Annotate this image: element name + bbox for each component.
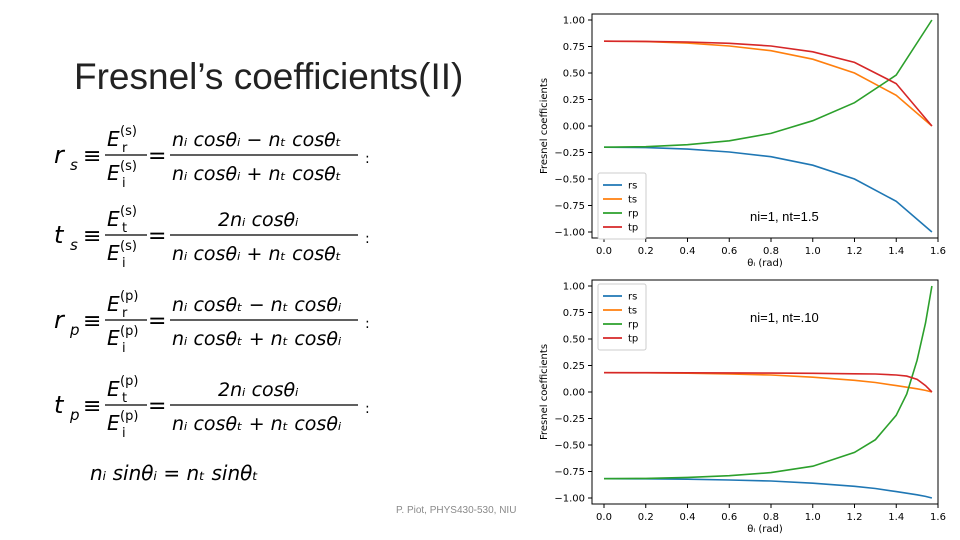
svg-text:p: p <box>70 321 80 339</box>
y-tick-label: 1.00 <box>562 281 585 293</box>
svg-text::: : <box>365 316 370 332</box>
x-tick-label: 0.4 <box>679 512 696 523</box>
x-tick-label: 1.6 <box>930 246 946 257</box>
y-tick-label: −0.50 <box>554 440 585 452</box>
y-tick-label: 0.50 <box>562 334 585 346</box>
x-tick-label: 0.0 <box>596 246 612 257</box>
y-tick-label: −0.25 <box>554 148 585 159</box>
svg-text:≡: ≡ <box>83 394 102 419</box>
svg-text:nᵢ cosθₜ + nₜ cosθᵢ: nᵢ cosθₜ + nₜ cosθᵢ <box>172 413 342 435</box>
legend <box>598 284 646 350</box>
equation-tp <box>54 374 370 441</box>
svg-text:(p): (p) <box>120 374 139 389</box>
x-tick-label: 1.4 <box>888 246 905 257</box>
y-tick-label: −1.00 <box>554 227 585 239</box>
legend <box>598 173 646 239</box>
legend-label-ts: ts <box>628 194 638 206</box>
equation-ts <box>54 204 370 271</box>
legend-box <box>598 173 646 239</box>
svg-text:(s): (s) <box>120 159 137 174</box>
legend-label-rs: rs <box>628 291 638 303</box>
y-tick-label: 0.50 <box>562 68 585 80</box>
svg-text:(s): (s) <box>120 239 137 254</box>
svg-text:s: s <box>70 156 78 174</box>
y-tick-label: −0.50 <box>554 174 585 186</box>
svg-text:E: E <box>107 207 120 231</box>
y-axis-label: Fresnel coefficients <box>539 77 550 175</box>
svg-text:t: t <box>122 221 128 236</box>
svg-text:r: r <box>122 306 128 321</box>
x-axis-label: θᵢ (rad) <box>747 524 783 535</box>
legend-label-tp: tp <box>628 333 639 345</box>
svg-text::: : <box>365 231 370 247</box>
x-tick-label: 1.0 <box>804 246 821 257</box>
equation-rp <box>54 289 370 356</box>
x-tick-label: 1.0 <box>804 512 821 523</box>
svg-text:t: t <box>54 221 64 249</box>
y-tick-label: 0.25 <box>562 361 585 372</box>
x-tick-label: 0.6 <box>721 246 738 257</box>
y-tick-label: 0.75 <box>562 42 585 53</box>
svg-text:2nᵢ cosθᵢ: 2nᵢ cosθᵢ <box>218 209 299 231</box>
y-tick-label: 0.75 <box>562 308 585 319</box>
svg-text:i: i <box>122 341 126 356</box>
svg-text:nᵢ cosθᵢ + nₜ cosθₜ: nᵢ cosθᵢ + nₜ cosθₜ <box>172 243 342 265</box>
svg-text:≡: ≡ <box>83 309 102 334</box>
svg-text:E: E <box>107 326 120 350</box>
svg-text:nᵢ cosθₜ − nₜ cosθᵢ: nᵢ cosθₜ − nₜ cosθᵢ <box>172 294 342 316</box>
x-tick-label: 0.4 <box>679 246 696 257</box>
chart-annotation: ni=1, nt=1.5 <box>750 209 819 224</box>
x-tick-label: 1.2 <box>846 246 863 257</box>
svg-text:2nᵢ cosθᵢ: 2nᵢ cosθᵢ <box>218 379 299 401</box>
svg-text:=: = <box>148 394 167 419</box>
chart-bottom <box>528 272 948 540</box>
svg-text:≡: ≡ <box>83 224 102 249</box>
svg-text:(p): (p) <box>120 289 139 304</box>
y-tick-label: −0.75 <box>554 201 585 212</box>
legend-label-rp: rp <box>628 208 639 220</box>
x-tick-label: 0.2 <box>637 246 654 257</box>
lhs: r <box>54 141 64 169</box>
chart-annotation: ni=1, nt=.10 <box>750 310 819 325</box>
x-tick-label: 0.0 <box>596 512 612 523</box>
svg-text:p: p <box>70 406 80 424</box>
legend-box <box>598 284 646 350</box>
svg-text:nᵢ cosθₜ + nₜ cosθᵢ: nᵢ cosθₜ + nₜ cosθᵢ <box>172 328 342 350</box>
x-tick-label: 0.8 <box>763 246 779 257</box>
equation-rs <box>54 124 370 191</box>
equation-block <box>50 110 390 500</box>
legend-label-rs: rs <box>628 180 638 192</box>
x-tick-label: 0.2 <box>637 512 654 523</box>
x-tick-label: 1.2 <box>846 512 863 523</box>
svg-text:(p): (p) <box>120 409 139 424</box>
x-tick-label: 0.6 <box>721 512 738 523</box>
svg-text:=: = <box>148 224 167 249</box>
x-tick-label: 1.4 <box>888 512 905 523</box>
svg-text:i: i <box>122 176 126 191</box>
svg-text:s: s <box>70 236 78 254</box>
slide-title: Fresnel’s coefficients(II) <box>74 56 464 97</box>
svg-text:≡: ≡ <box>83 144 102 169</box>
snell-law: nᵢ sinθᵢ = nₜ sinθₜ <box>90 461 259 485</box>
y-tick-label: 0.00 <box>562 121 585 133</box>
x-tick-label: 0.8 <box>763 512 779 523</box>
legend-label-tp: tp <box>628 222 639 234</box>
chart-top <box>528 8 948 270</box>
svg-text:r: r <box>54 306 64 334</box>
svg-text:E: E <box>107 161 120 185</box>
y-tick-label: 0.00 <box>562 387 585 399</box>
y-tick-label: 1.00 <box>562 15 585 27</box>
svg-text:t: t <box>54 391 64 419</box>
svg-text:E: E <box>107 127 120 151</box>
svg-text:=: = <box>148 144 167 169</box>
svg-text:E: E <box>107 411 120 435</box>
svg-text:(s): (s) <box>120 204 137 219</box>
y-tick-label: −0.25 <box>554 414 585 425</box>
denominator: nᵢ cosθᵢ + nₜ cosθₜ <box>172 163 342 185</box>
numerator: nᵢ cosθᵢ − nₜ cosθₜ <box>172 129 342 151</box>
svg-text:(p): (p) <box>120 324 139 339</box>
x-tick-label: 1.6 <box>930 512 946 523</box>
svg-text:t: t <box>122 391 128 406</box>
svg-text:i: i <box>122 426 126 441</box>
svg-text:E: E <box>107 241 120 265</box>
y-axis-label: Fresnel coefficients <box>539 343 550 441</box>
svg-text::: : <box>365 401 370 417</box>
y-tick-label: −0.75 <box>554 467 585 478</box>
legend-label-ts: ts <box>628 305 638 317</box>
svg-text:=: = <box>148 309 167 334</box>
svg-text:(s): (s) <box>120 124 137 139</box>
svg-text:E: E <box>107 292 120 316</box>
y-tick-label: 0.25 <box>562 95 585 106</box>
svg-text:r: r <box>122 141 128 156</box>
slide-footer: P. Piot, PHYS430-530, NIU <box>396 505 517 516</box>
y-tick-label: −1.00 <box>554 493 585 505</box>
svg-text::: : <box>365 151 370 167</box>
legend-label-rp: rp <box>628 319 639 331</box>
svg-text:i: i <box>122 256 126 271</box>
svg-text:E: E <box>107 377 120 401</box>
x-axis-label: θᵢ (rad) <box>747 258 783 269</box>
